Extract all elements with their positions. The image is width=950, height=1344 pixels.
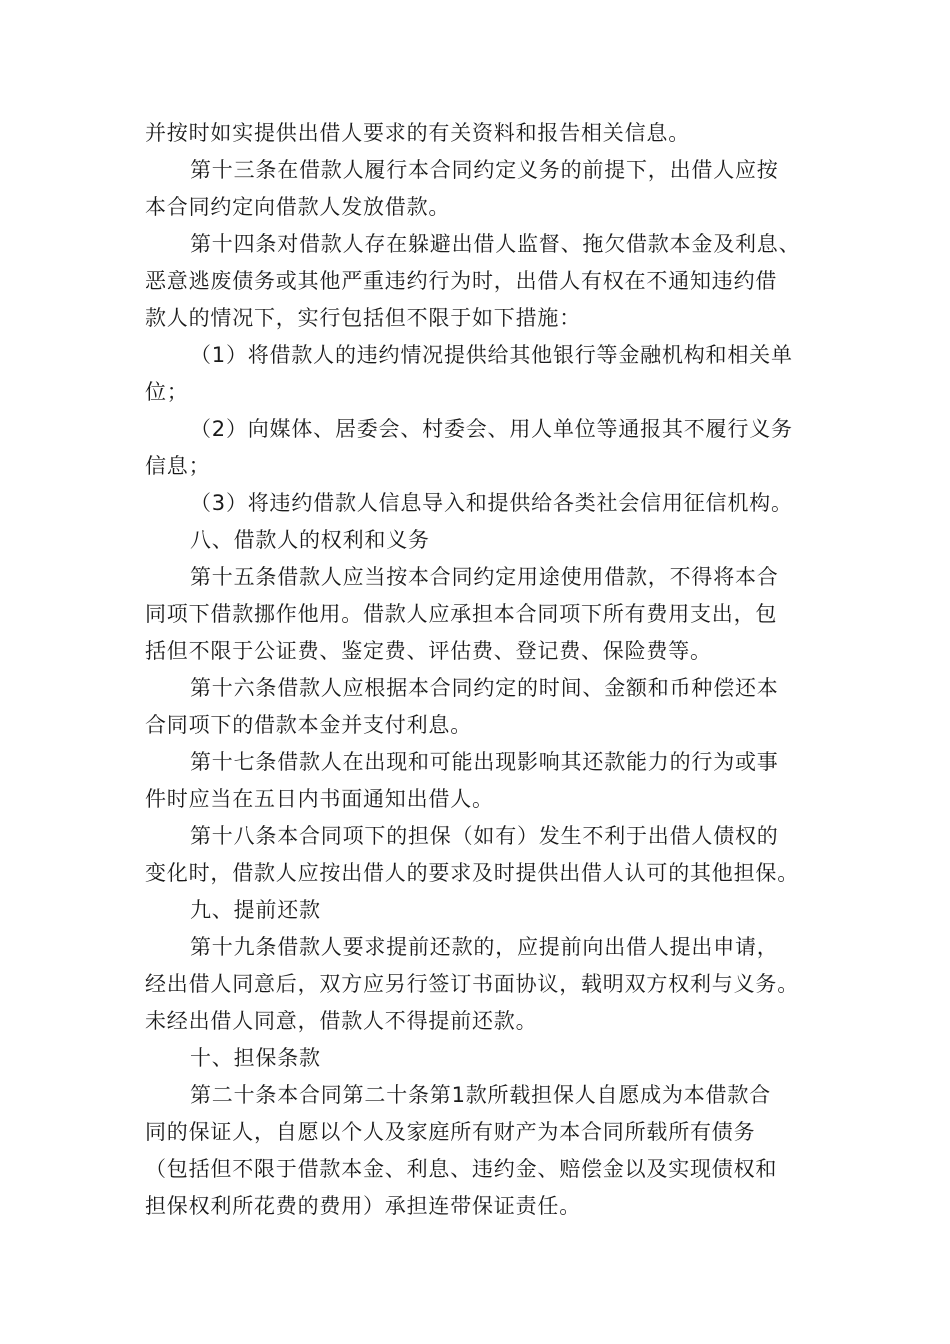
text-line: 变化时，借款人应按出借人的要求及时提供出借人认可的其他担保。 [145,861,799,885]
text-line: （1）将借款人的违约情况提供给其他银行等金融机构和相关单 [190,343,793,367]
text-line: 件时应当在五日内书面通知出借人。 [145,787,494,811]
text-line: （2）向媒体、居委会、村委会、用人单位等通报其不履行义务 [190,417,793,441]
text-line: 第十七条借款人在出现和可能出现影响其还款能力的行为或事 [190,750,779,774]
text-line: 第十三条在借款人履行本合同约定义务的前提下，出借人应按 [190,158,779,182]
text-line: 第十五条借款人应当按本合同约定用途使用借款，不得将本合 [190,565,779,589]
text-line: 第十九条借款人要求提前还款的，应提前向出借人提出申请， [190,935,779,959]
text-line: 第十四条对借款人存在躲避出借人监督、拖欠借款本金及利息、 [190,232,801,256]
section-heading: 八、借款人的权利和义务 [190,528,430,552]
text-line: 括但不限于公证费、鉴定费、评估费、登记费、保险费等。 [145,639,712,663]
text-line: 并按时如实提供出借人要求的有关资料和报告相关信息。 [145,121,690,145]
text-line: 第十八条本合同项下的担保（如有）发生不利于出借人债权的 [190,824,779,848]
text-line: 款人的情况下，实行包括但不限于如下措施： [145,306,581,330]
text-line: 本合同约定向借款人发放借款。 [145,195,451,219]
text-line: 第二十条本合同第二十条第1款所载担保人自愿成为本借款合 [190,1083,771,1107]
text-line: 同项下借款挪作他用。借款人应承担本合同项下所有费用支出，包 [145,602,778,626]
text-line: 位； [145,380,189,404]
text-line: 未经出借人同意，借款人不得提前还款。 [145,1009,538,1033]
section-heading: 九、提前还款 [190,898,321,922]
text-line: 恶意逃废债务或其他严重违约行为时，出借人有权在不通知违约借 [145,269,778,293]
text-line: 合同项下的借款本金并支付利息。 [145,713,472,737]
text-line: （3）将违约借款人信息导入和提供给各类社会信用征信机构。 [190,491,793,515]
text-line: 信息； [145,454,211,478]
text-line: 同的保证人，自愿以个人及家庭所有财产为本合同所载所有债务 [145,1120,756,1144]
section-heading: 十、担保条款 [190,1046,321,1070]
text-line: 担保权利所花费的费用）承担连带保证责任。 [145,1194,581,1218]
text-line: 第十六条借款人应根据本合同约定的时间、金额和币种偿还本 [190,676,779,700]
text-line: 经出借人同意后，双方应另行签订书面协议，载明双方权利与义务。 [145,972,799,996]
text-line: （包括但不限于借款本金、利息、违约金、赔偿金以及实现债权和 [145,1157,778,1181]
